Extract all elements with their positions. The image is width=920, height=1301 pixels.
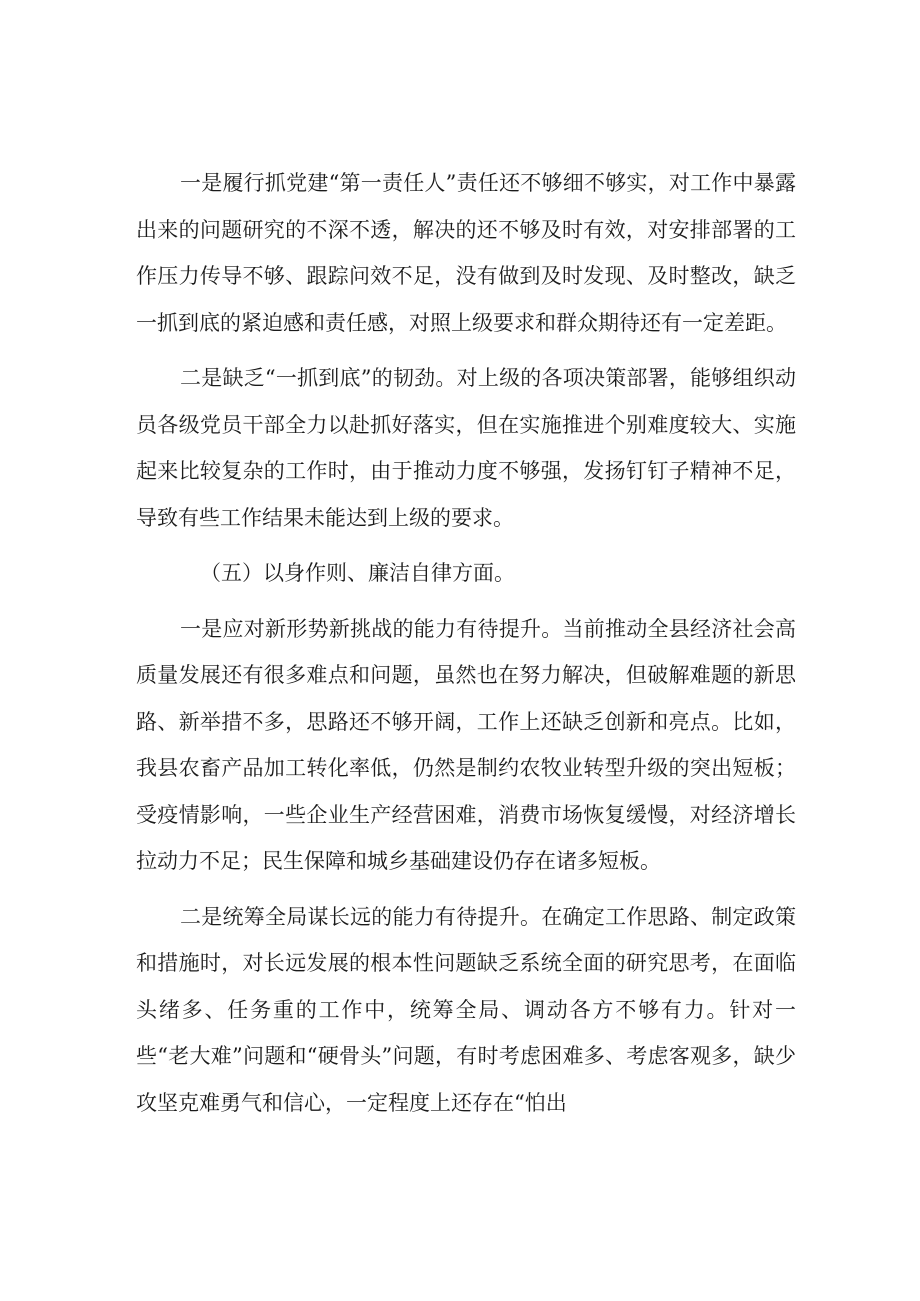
- section-heading: （五）以身作则、廉洁自律方面。: [200, 561, 515, 585]
- paragraph-3: 一是应对新形势新挑战的能力有待提升。当前推动全县经济社会高质量发展还有很多难点和问题，虽然也在努力解决，但破解难题的新思路、新举措不多，思路还不够开阔，工作上还缺乏创新和亮点。比如，我县农畜产品加工转化率低，仍然是制约农牧业转型升级的突出短板；受疫情影响，一些企业生产经营困难，消费市场恢复缓慢，对经济增长拉动力不足；民生保障和城乡基础建设仍存在诸多短板。: [136, 616, 796, 873]
- document-body: [136, 160, 796, 1135]
- paragraph-1: 一是履行抓党建“第一责任人”责任还不够细不够实，对工作中暴露出来的问题研究的不深不透，解决的还不够及时有效，对安排部署的工作压力传导不够、跟踪问效不足，没有做到及时发现、及时整改，缺乏一抓到底的紧迫感和责任感，对照上级要求和群众期待还有一定差距。: [136, 171, 796, 335]
- paragraph-2: 二是缺乏“一抓到底”的韧劲。对上级的各项决策部署，能够组织动员各级党员干部全力以赴抓好落实，但在实施推进个别难度较大、实施起来比较复杂的工作时，由于推动力度不够强，发扬钉钉子精神不足，导致有些工作结果未能达到上级的要求。: [136, 366, 796, 530]
- paragraph-4: 二是统筹全局谋长远的能力有待提升。在确定工作思路、制定政策和措施时，对长远发展的根本性问题缺乏系统全面的研究思考，在面临头绪多、任务重的工作中，统筹全局、调动各方不够有力。针对一些“老大难”问题和“硬骨头”问题，有时考虑困难多、考虑客观多，缺少攻坚克难勇气和信心，一定程度上还存在“怕出: [136, 904, 796, 1115]
